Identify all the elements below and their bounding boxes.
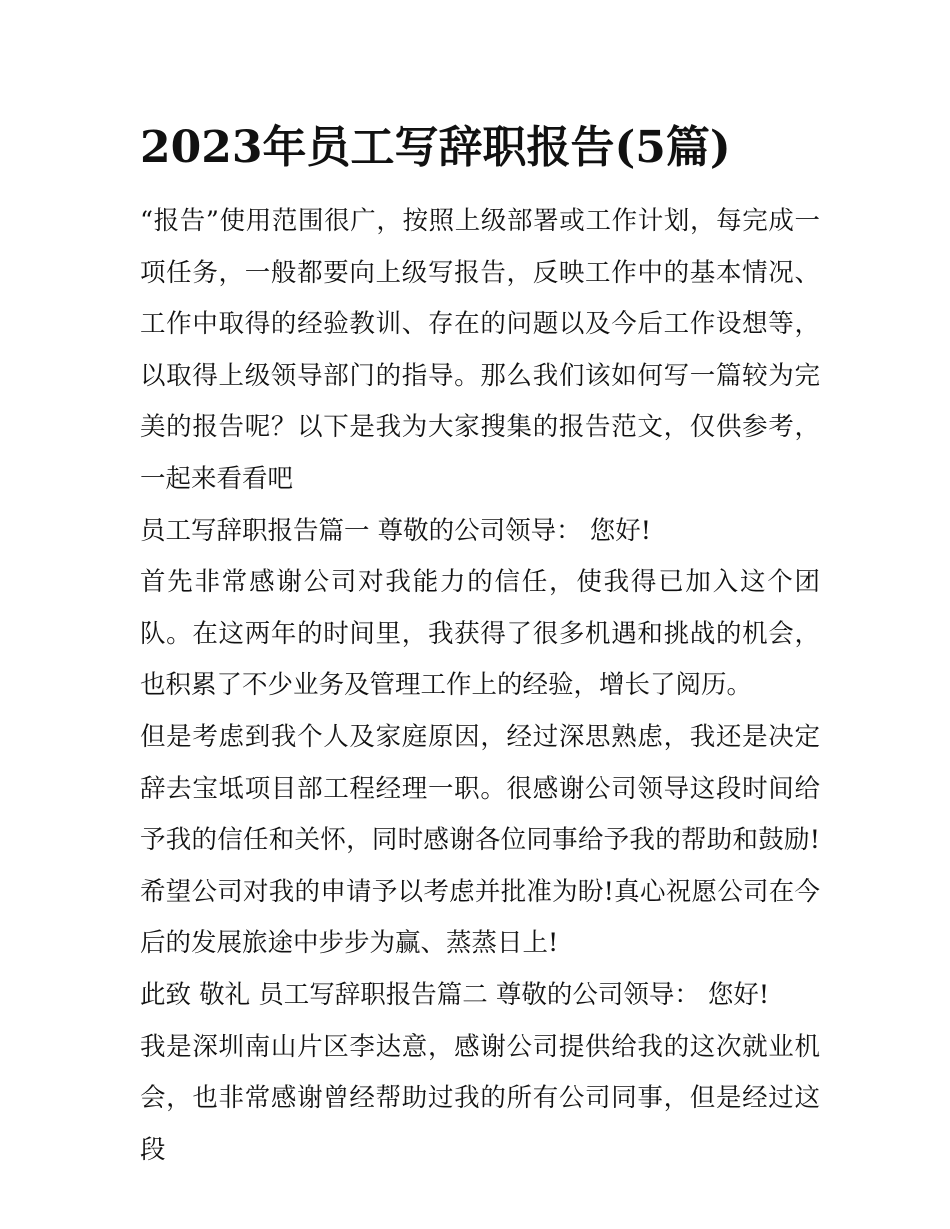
section-one-heading: 员工写辞职报告篇一 尊敬的公司领导： 您好! [140, 515, 651, 546]
intro-paragraph: “报告”使用范围很广，按照上级部署或工作计划，每完成一项任务，一般都要向上级写报告，反映工作中的基本情况、工作中取得的经验教训、存在的问题以及今后工作设想等，以取得上级领导部门的指导。那么我们该如何写一篇较为完美的报告呢？以下是我为大家搜集的报告范文，仅供参考，一起来看看吧 [140, 206, 820, 494]
body-paragraph: 但是考虑到我个人及家庭原因，经过深思熟虑，我还是决定辞去宝坻项目部工程经理一职。很感谢公司领导这段时间给予我的信任和关怀，同时感谢各位同事给予我的帮助和鼓励!希望公司对我的申请予以考虑并批准为盼!真心祝愿公司在今后的发展旅途中步步为赢、蒸蒸日上! [140, 721, 820, 959]
document-body [140, 196, 820, 1176]
section-two-heading: 此致 敬礼 员工写辞职报告篇二 尊敬的公司领导： 您好! [140, 979, 770, 1010]
body-paragraph: 首先非常感谢公司对我能力的信任，使我得已加入这个团队。在这两年的时间里，我获得了很多机遇和挑战的机会，也积累了不少业务及管理工作上的经验，增长了阅历。 [140, 567, 820, 701]
body-paragraph: 我是深圳南山片区李达意，感谢公司提供给我的这次就业机会，也非常感谢曾经帮助过我的所有公司同事，但是经过这段 [140, 1031, 820, 1165]
document-title: 2023年员工写辞职报告(5篇) [140, 122, 731, 173]
